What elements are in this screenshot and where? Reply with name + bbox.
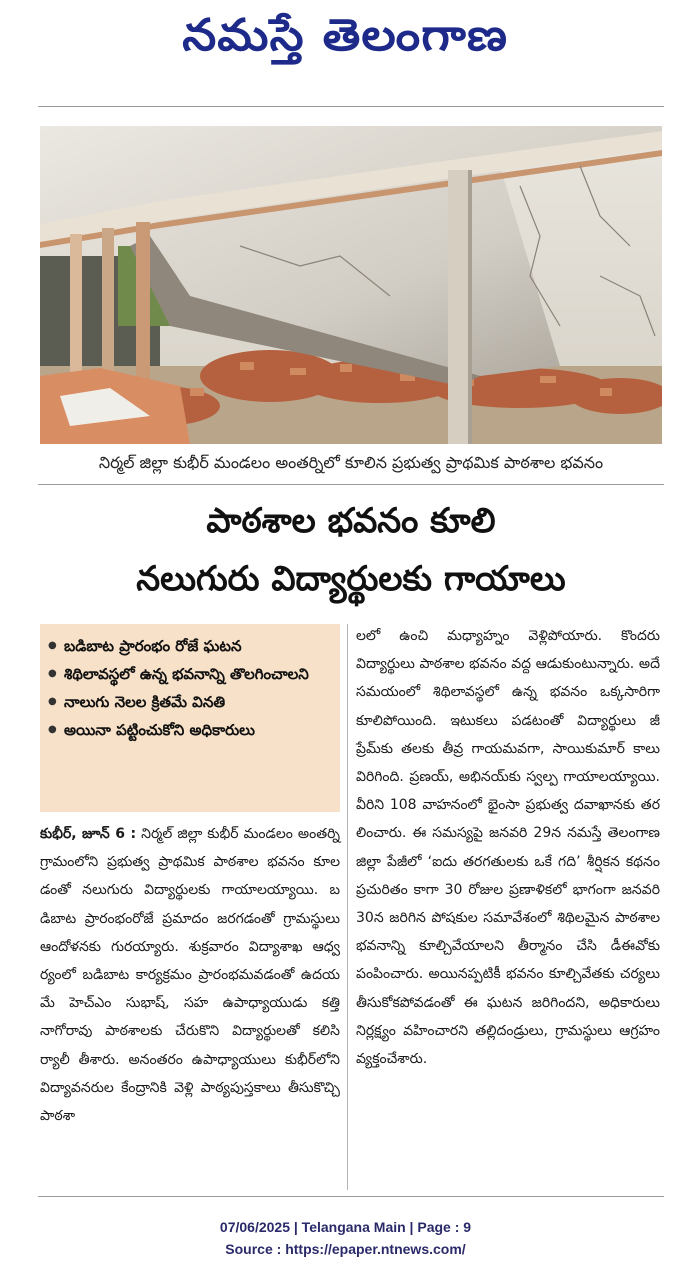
masthead — [0, 4, 691, 82]
highlights-box — [40, 624, 340, 812]
headline-line-2: నలుగురు విద్యార్థులకు గాయాలు — [136, 559, 566, 599]
footer-source-link[interactable]: Source : https://epaper.ntnews.com/ — [225, 1241, 466, 1257]
page-footer — [0, 1216, 691, 1260]
photo-caption: నిర్మల్ జిల్లా కుభీర్ మండలం అంతర్నిలో కూలిన ప్రభుత్వ ప్రాథమిక పాఠశాల భవనం — [98, 453, 604, 472]
article-body-left: నిర్మల్ జిల్లా కుభీర్ మండలం అంతర్ని గ్రామంలోని ప్రభుత్వ ప్రాథమిక పాఠశాల భవనం కూలడంతో నలుగురు విద్యార్థులకు గాయాలయ్యాయి. బడిబాట ప్రారంభంరోజే ప్రమాదం జరగడంతో గ్రామస్థులు ఆందోళనకు గురయ్యారు. శుక్రవారం విద్యాశాఖ ఆధ్వర్యంలో బడిబాట కార్యక్రమం ప్రారంభమవడంతో ఉదయమే హెచ్ఎం సుభాష్, సహ ఉపాధ్యాయుడు కత్తి నాగోరావు పాఠశాలకు చేరుకొని విద్యార్థులతో కలిసి ర్యాలీ తీశారు. అనంతరం ఉపాధ్యాయులు కుభీర్‌లోని విద్యావనరుల కేంద్రానికి వెళ్లి పాఠ్యపుస్తకాలు తీసుకొచ్చి పాఠశా — [40, 826, 340, 1125]
bottom-divider — [38, 1196, 664, 1197]
headline — [40, 492, 662, 608]
highlight-item: ● అయినా పట్టించుకోని అధికారులు — [48, 716, 334, 744]
highlight-item: ● శిథిలావస్థలో ఉన్న భవనాన్ని తొలగించాలని — [48, 660, 334, 688]
article-column-right — [356, 622, 660, 1073]
newspaper-logo: నమస్తే తెలంగాణ — [182, 10, 509, 61]
column-divider — [347, 624, 348, 1190]
article-body-right: లలో ఉంచి మధ్యాహ్నం వెళ్లిపోయారు. కొందరు విద్యార్థులు పాఠశాల భవనం వద్ద ఆడుకుంటున్నారు. అదే సమయంలో శిథిలావస్థలో ఉన్న భవనం ఒక్కసారిగా కూలిపోయింది. ఇటుకలు పడటంతో విద్యార్థులు జీ ప్రేమ్‌కు తలకు తీవ్ర గాయమవగా, సాయికుమార్ కాలు విరిగింది. ప్రణయ్, అభినయ్‌కు స్వల్ప గాయాలయ్యాయి. వీరిని 108 వాహనంలో భైంసా ప్రభుత్వ దవాఖానకు తరలించారు. ఈ సమస్యపై జనవరి 29న నమస్తే తెలంగాణ జిల్లా పేజీలో ‘ఐదు తరగతులకు ఒకే గది’ శీర్షికన కథనం ప్రచురితం కాగా 30 రోజుల ప్రణాళికలో భాగంగా జనవరి 30న జరిగిన పోషకుల సమావేశంలో శిథిలమైన పాఠశాల భవనాన్ని కూల్చివేయాలని తీర్మానం చేసి డీఈవోకు పంపించారు. అయినప్పటికీ భవనం కూల్చివేతకు చర్యలు తీసుకోకపోవడంతో ఈ ఘటన జరిగిందని, అధికారులు నిర్లక్ష్యం వహించారని తల్లిదండ్రులు, గ్రామస్థులు ఆగ్రహం వ్యక్తంచేశారు. — [356, 628, 660, 1068]
highlight-item: ● నాలుగు నెలల క్రితమే వినతి — [48, 688, 334, 716]
article-column-left — [40, 820, 340, 1130]
footer-edition-info: 07/06/2025 | Telangana Main | Page : 9 — [219, 1219, 472, 1235]
top-divider — [38, 106, 664, 107]
highlight-item: ● బడిబాట ప్రారంభం రోజే ఘటన — [48, 632, 334, 660]
headline-line-1: పాఠశాల భవనం కూలి — [206, 501, 496, 541]
article-dateline: కుభీర్, జూన్ 6 : — [40, 826, 137, 842]
news-photo — [40, 126, 662, 444]
caption-divider — [38, 484, 664, 485]
